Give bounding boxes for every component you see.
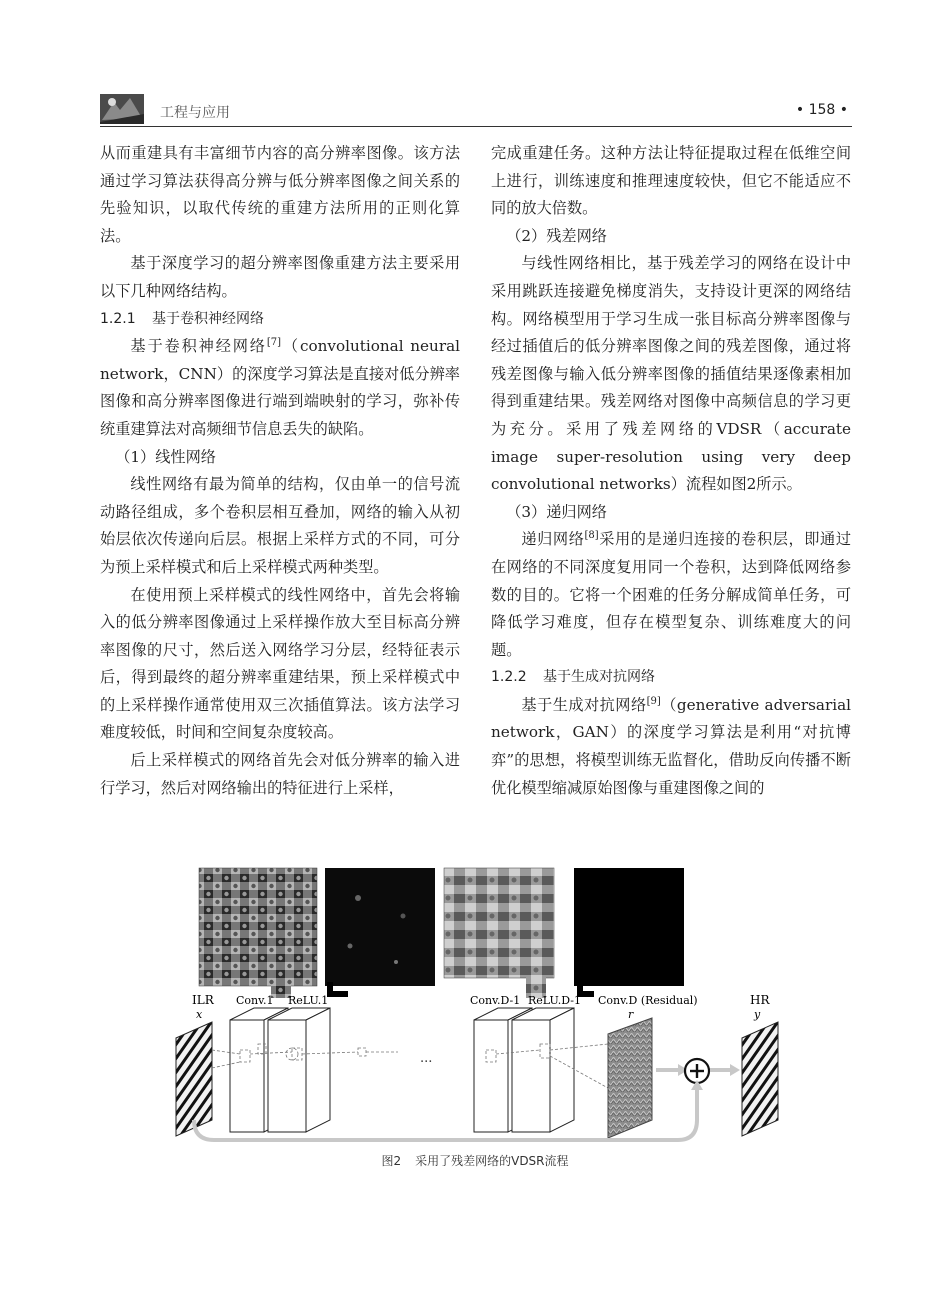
list-heading-recursive: （3）递归网络 [506, 502, 607, 521]
journal-logo [100, 94, 144, 124]
label-conv1: Conv.1 [236, 994, 274, 1007]
label-y: y [754, 1008, 761, 1021]
journal-name: 工程与应用 [160, 105, 230, 121]
page-number: • 158 • [795, 102, 848, 118]
figure-caption-text: 采用了残差网络的VDSR流程 [415, 1154, 569, 1168]
page-header [100, 92, 852, 127]
section-heading-1-2-2 [491, 664, 851, 692]
citation-9: [9] [646, 695, 661, 707]
text-run: 基于生成对抗网络 [521, 695, 647, 714]
arrow-to-sum [656, 1064, 688, 1076]
paragraph: 从而重建具有丰富细节内容的高分辨率图像。该方法通过学习算法获得高分辨与低分辨率图像之间关系的先验知识，以取代传统的重建方法所用的正则化算法。 [100, 144, 460, 245]
feature-map-relu1 [325, 868, 435, 994]
kernel-thumbnail [526, 964, 546, 998]
citation-7: [7] [266, 337, 282, 349]
plus-icon [685, 1059, 709, 1083]
label-r: r [628, 1008, 634, 1021]
section-number: 1.2.1 [100, 310, 136, 327]
left-column [100, 140, 460, 802]
relud1-block [512, 1008, 574, 1132]
paragraph [491, 692, 851, 802]
text-run: 递归网络 [521, 530, 585, 549]
section-title: 基于卷积神经网络 [152, 310, 264, 327]
label-hr: HR [750, 993, 770, 1007]
feature-map-conv1 [199, 868, 317, 986]
input-image-ilr [176, 1022, 212, 1136]
label-convd1: Conv.D-1 [470, 994, 521, 1007]
citation-8: [8] [584, 530, 599, 542]
paragraph: 后上采样模式的网络首先会对低分辨率的输入进行学习，然后对网络输出的特征进行上采样， [100, 751, 460, 797]
section-number: 1.2.2 [491, 669, 527, 686]
relu1-block [268, 1008, 330, 1132]
output-image-hr [742, 1022, 778, 1136]
list-heading-residual: （2）残差网络 [506, 226, 607, 245]
text-run: （generative adversarial network，GAN）的深度学习算法是利用“对抗博弈”的思想，将模型训练无监督化，借助反向传播不断优化模型缩减原始图像与重建图像之间的 [491, 695, 851, 797]
label-ilr: ILR [192, 993, 214, 1007]
right-column [491, 140, 851, 802]
label-x: x [196, 1008, 203, 1021]
section-title: 基于生成对抗网络 [543, 669, 655, 686]
paragraph [491, 526, 851, 664]
label-convd: Conv.D (Residual) [598, 994, 698, 1007]
arrow-to-output [710, 1064, 740, 1076]
paragraph: 与线性网络相比，基于残差学习的网络在设计中采用跳跃连接避免梯度消失，支持设计更深的网络结构。网络模型用于学习生成一张目标高分辨率图像与经过插值后的低分辨率图像之间的残差图像，通过将残差图像与输入低分辨率图像的插值结果逐像素相加得到重建结果。残差网络对图像中高频信息的学习更为充分。采用了残差网络的VDSR（accurate image super-resolution using very deep convolutional networks）流程如图2所示。 [491, 254, 851, 494]
residual-image [608, 1018, 652, 1138]
paragraph: 在使用预上采样模式的线性网络中，首先会将输入的低分辨率图像通过上采样操作放大至目标高分辨率图像的尺寸，然后送入网络学习分层，经特征表示后，得到最终的超分辨率重建结果，预上采样模式中的上采样操作通常使用双三次插值算法。该方法学习难度较低，时间和空间复杂度较高。 [100, 585, 460, 742]
figure-label: 图2 [381, 1154, 402, 1168]
ellipsis: ... [420, 1051, 433, 1066]
label-relu1: ReLU.1 [288, 994, 329, 1007]
section-heading-1-2-1 [100, 306, 460, 334]
text-run: 采用的是递归连接的卷积层，即通过在网络的不同深度复用同一个卷积，达到降低网络参数的目的。它将一个困难的任务分解成简单任务，可降低学习难度，但存在模型复杂、训练难度大的问题。 [491, 530, 852, 659]
text-run: （convolutional neural network，CNN）的深度学习算法是直接对低分辨率图像和高分辨率图像进行端到端映射的学习，弥补传统重建算法对高频细节信息丢失的缺陷。 [100, 337, 460, 438]
feature-map-convd1 [444, 868, 554, 978]
paragraph: 基于深度学习的超分辨率图像重建方法主要采用以下几种网络结构。 [100, 254, 460, 300]
text-run: 基于卷积神经网络 [130, 337, 267, 356]
kernel-thumbnail [271, 964, 291, 998]
feature-map-relud1 [574, 868, 684, 994]
list-heading-linear: （1）线性网络 [115, 447, 216, 466]
figure-caption [0, 1152, 950, 1169]
vdsr-diagram [168, 858, 788, 1148]
label-relud1: ReLU.D-1 [528, 994, 581, 1007]
paragraph [100, 333, 460, 443]
paragraph: 线性网络有最为简单的结构，仅由单一的信号流动路径组成，多个卷积层相互叠加，网络的输入从初始层依次传递向后层。根据上采样方式的不同，可分为预上采样模式和后上采样模式两种类型。 [100, 475, 460, 576]
paragraph: 完成重建任务。这种方法让特征提取过程在低维空间上进行，训练速度和推理速度较快，但它不能适应不同的放大倍数。 [491, 144, 851, 218]
